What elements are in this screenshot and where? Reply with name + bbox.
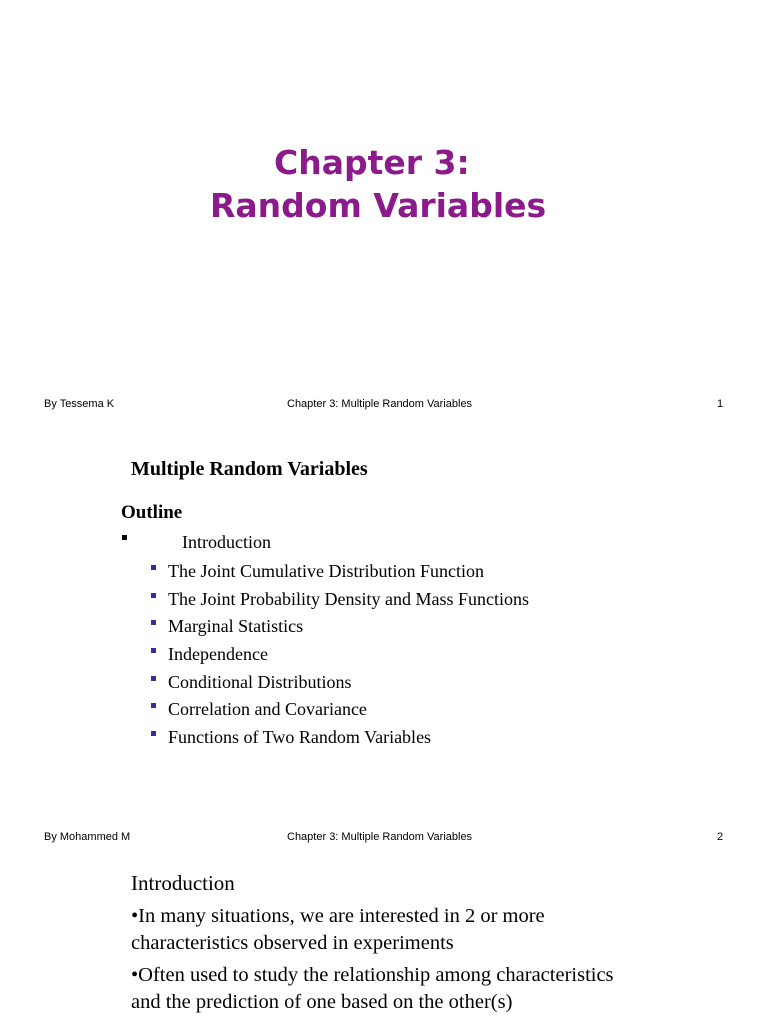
square-bullet-icon <box>151 676 156 681</box>
outline-sub-item-label: The Joint Probability Density and Mass Functions <box>168 588 529 609</box>
outline-sub-item-label: Correlation and Covariance <box>168 699 367 720</box>
slide3-heading: Introduction <box>131 871 235 895</box>
slide1-footer-author: By Tessema K <box>44 398 115 410</box>
square-bullet-icon <box>151 648 156 653</box>
slide2-footer-page-number: 2 <box>717 831 724 843</box>
outline-sub-item-label: Marginal Statistics <box>168 616 304 637</box>
square-bullet-icon <box>151 620 156 625</box>
outline-sub-item-label: Independence <box>168 644 268 665</box>
square-bullet-icon <box>151 593 156 598</box>
slide2-footer-chapter: Chapter 3: Multiple Random Variables <box>287 831 473 843</box>
square-bullet-icon <box>151 703 156 708</box>
slide1-title-line1: Chapter 3: <box>274 143 470 182</box>
slide3-bullet-paragraph: •In many situations, we are interested in 2 or more characteristics observed in experiments <box>131 905 545 954</box>
slide2-footer-author: By Mohammed M <box>44 831 131 843</box>
outline-item-introduction: Introduction <box>182 532 271 552</box>
slide3-bullet-paragraph: •Often used to study the relationship among characteristics and the prediction of one based on the other(s) <box>131 964 614 1013</box>
outline-sub-item-label: The Joint Cumulative Distribution Function <box>168 561 484 581</box>
slide1-title-line2: Random Variables <box>210 186 547 225</box>
square-bullet-icon <box>151 731 156 736</box>
square-bullet-icon <box>122 535 127 540</box>
outline-sub-item-label: Conditional Distributions <box>168 671 352 692</box>
slide1-footer-page-number: 1 <box>717 398 724 410</box>
square-bullet-icon <box>151 565 156 570</box>
outline-sub-item-label: Functions of Two Random Variables <box>168 727 432 748</box>
outline-label: Outline <box>121 502 183 523</box>
slide1-footer-chapter: Chapter 3: Multiple Random Variables <box>287 398 473 410</box>
slide2-heading: Multiple Random Variables <box>131 458 368 480</box>
